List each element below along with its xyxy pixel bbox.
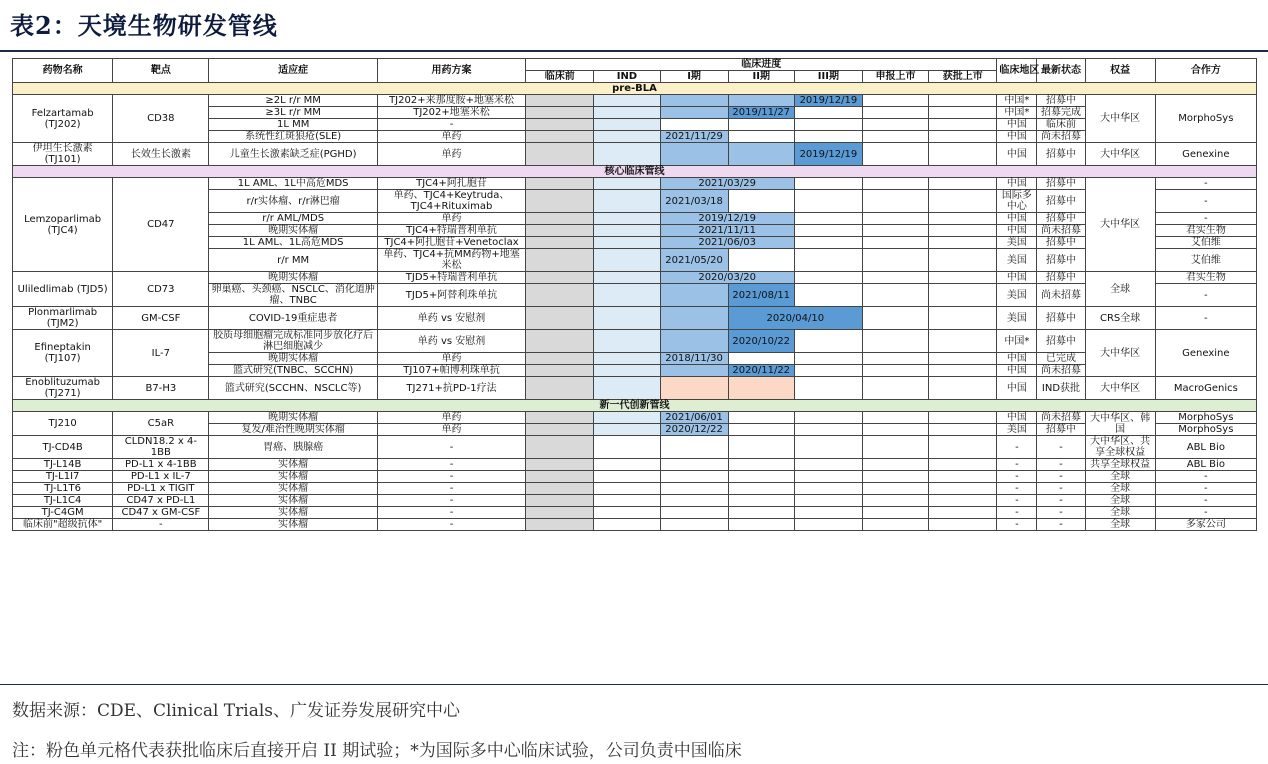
- indication: 胃癌、胰腺癌: [209, 436, 377, 459]
- partner: 君实生物: [1155, 225, 1256, 237]
- title-divider: [0, 50, 1268, 52]
- regimen: 单药 vs 安慰剂: [377, 330, 525, 353]
- indication: 实体瘤: [209, 495, 377, 507]
- regimen: -: [377, 471, 525, 483]
- drug-target: PD-L1 x TIGIT: [113, 483, 209, 495]
- regimen: 单药、TJC4+抗MM药物+地塞米松: [377, 249, 525, 272]
- header-indication: 适应症: [209, 59, 377, 83]
- drug-name: Felzartamab (TJ202): [13, 95, 113, 143]
- region: -: [997, 436, 1037, 459]
- region: 中国*: [997, 330, 1037, 353]
- rights: 全球: [1085, 507, 1155, 519]
- region: 中国: [997, 119, 1037, 131]
- drug-target: C5aR: [113, 412, 209, 436]
- indication: 实体瘤: [209, 519, 377, 531]
- indication: COVID-19重症患者: [209, 307, 377, 330]
- stage-date: 2021/11/11: [660, 225, 794, 237]
- stage-date: 2021/08/11: [728, 284, 794, 307]
- rights: 大中华区: [1085, 377, 1155, 400]
- regimen: TJC4+阿扎胞苷: [377, 178, 525, 190]
- indication: 晚期实体瘤: [209, 272, 377, 284]
- drug-name: Efineptakin (TJ107): [13, 330, 113, 377]
- indication: r/r MM: [209, 249, 377, 272]
- rights: 全球: [1085, 483, 1155, 495]
- partner: -: [1155, 483, 1256, 495]
- rights: 全球: [1085, 272, 1155, 307]
- partner: -: [1155, 495, 1256, 507]
- footnote: 注：粉色单元格代表获批临床后直接开启 II 期试验；*为国际多中心临床试验，公司负责中国临床: [12, 741, 742, 761]
- stage-date: 2021/03/18: [660, 190, 728, 213]
- status: 招募中: [1037, 272, 1085, 284]
- drug-target: CD47: [113, 178, 209, 272]
- indication: 卵巢癌、头颈癌、NSCLC、消化道肿瘤、TNBC: [209, 284, 377, 307]
- data-source: 数据来源：CDE、Clinical Trials、广发证券发展研究中心: [12, 701, 461, 721]
- rights: 大中华区: [1085, 95, 1155, 143]
- partner: -: [1155, 471, 1256, 483]
- regimen: 单药: [377, 424, 525, 436]
- partner: MorphoSys: [1155, 424, 1256, 436]
- status: 招募中: [1037, 190, 1085, 213]
- region: 中国: [997, 377, 1037, 400]
- partner: Genexine: [1155, 143, 1256, 166]
- regimen: -: [377, 507, 525, 519]
- stage-date: 2021/03/29: [660, 178, 794, 190]
- region: -: [997, 459, 1037, 471]
- partner: ABL Bio: [1155, 436, 1256, 459]
- header-partner: 合作方: [1155, 59, 1256, 83]
- rights: 大中华区: [1085, 330, 1155, 377]
- status: 尚未招募: [1037, 284, 1085, 307]
- drug-name: TJ-L14B: [13, 459, 113, 471]
- drug-target: CD73: [113, 272, 209, 307]
- status: 已完成: [1037, 353, 1085, 365]
- drug-target: CD47 x GM-CSF: [113, 507, 209, 519]
- regimen: TJ202+来那度胺+地塞米松: [377, 95, 525, 107]
- regimen: TJD5+特瑞普利单抗: [377, 272, 525, 284]
- rights: 大中华区、韩国: [1085, 412, 1155, 436]
- partner: 君实生物: [1155, 272, 1256, 284]
- stage-date: 2019/12/19: [794, 95, 862, 107]
- region: 中国: [997, 353, 1037, 365]
- status: 临床前: [1037, 119, 1085, 131]
- indication: 晚期实体瘤: [209, 225, 377, 237]
- indication: 系统性红斑狼疮(SLE): [209, 131, 377, 143]
- region: -: [997, 483, 1037, 495]
- partner: MacroGenics: [1155, 377, 1256, 400]
- partner: -: [1155, 190, 1256, 213]
- section-core: 核心临床管线: [13, 166, 1257, 178]
- drug-name: TJ-L1I7: [13, 471, 113, 483]
- region: 中国: [997, 213, 1037, 225]
- rights: 全球: [1085, 495, 1155, 507]
- stage-preclinical: 临床前: [526, 71, 594, 83]
- drug-name: 伊坦生长激素 (TJ101): [13, 143, 113, 166]
- status: 招募中: [1037, 249, 1085, 272]
- stage-date: 2019/12/19: [794, 143, 862, 166]
- status: IND获批: [1037, 377, 1085, 400]
- regimen: -: [377, 436, 525, 459]
- regimen: 单药: [377, 353, 525, 365]
- rights: 大中华区、共享全球权益: [1085, 436, 1155, 459]
- partner: 多家公司: [1155, 519, 1256, 531]
- stage-date: 2020/11/22: [728, 365, 794, 377]
- region: 中国: [997, 178, 1037, 190]
- stage-date: 2020/10/22: [728, 330, 794, 353]
- indication: r/r AML/MDS: [209, 213, 377, 225]
- header-rights: 权益: [1085, 59, 1155, 83]
- status: -: [1037, 459, 1085, 471]
- drug-target: CLDN18.2 x 4-1BB: [113, 436, 209, 459]
- stage-approved: 获批上市: [929, 71, 997, 83]
- indication: 胶质母细胞瘤完成标准同步放化疗后淋巴细胞减少: [209, 330, 377, 353]
- drug-name: Plonmarlimab (TJM2): [13, 307, 113, 330]
- status: 招募中: [1037, 424, 1085, 436]
- header-region: 临床地区: [997, 59, 1037, 83]
- region: -: [997, 519, 1037, 531]
- rights: 共享全球权益: [1085, 459, 1155, 471]
- regimen: TJ202+地塞米松: [377, 107, 525, 119]
- status: 尚未招募: [1037, 365, 1085, 377]
- status: -: [1037, 495, 1085, 507]
- drug-name: 临床前"超级抗体": [13, 519, 113, 531]
- regimen: TJC4+阿扎胞苷+Venetoclax: [377, 237, 525, 249]
- status: 招募中: [1037, 213, 1085, 225]
- drug-target: -: [113, 519, 209, 531]
- region: 美国: [997, 307, 1037, 330]
- regimen: 单药、TJC4+Keytruda、TJC4+Rituximab: [377, 190, 525, 213]
- status: 尚未招募: [1037, 225, 1085, 237]
- status: -: [1037, 483, 1085, 495]
- partner: -: [1155, 284, 1256, 307]
- status: -: [1037, 507, 1085, 519]
- stage-date: 2021/06/01: [660, 412, 728, 424]
- partner: ABL Bio: [1155, 459, 1256, 471]
- stage-filing: 申报上市: [862, 71, 928, 83]
- drug-target: GM-CSF: [113, 307, 209, 330]
- header-status: 最新状态: [1037, 59, 1085, 83]
- stage-date: 2020/12/22: [660, 424, 728, 436]
- stage-date: 2019/12/19: [660, 213, 794, 225]
- indication: 篮式研究(TNBC、SCCHN): [209, 365, 377, 377]
- region: 中国: [997, 131, 1037, 143]
- drug-name: Enoblituzumab (TJ271): [13, 377, 113, 400]
- stage-date: 2020/04/10: [728, 307, 862, 330]
- stage-date: 2019/11/27: [728, 107, 794, 119]
- region: 中国: [997, 365, 1037, 377]
- section-next-gen: 新一代创新管线: [13, 400, 1257, 412]
- region: 中国: [997, 412, 1037, 424]
- partner: -: [1155, 507, 1256, 519]
- status: 招募中: [1037, 95, 1085, 107]
- page-title: 表2：天境生物研发管线: [10, 11, 278, 40]
- rights: 大中华区: [1085, 178, 1155, 272]
- regimen: TJD5+阿替利珠单抗: [377, 284, 525, 307]
- indication: 晚期实体瘤: [209, 412, 377, 424]
- region: 中国: [997, 143, 1037, 166]
- indication: 实体瘤: [209, 459, 377, 471]
- region: 美国: [997, 424, 1037, 436]
- regimen: TJ271+抗PD-1疗法: [377, 377, 525, 400]
- rights: CRS全球: [1085, 307, 1155, 330]
- status: -: [1037, 519, 1085, 531]
- drug-target: CD38: [113, 95, 209, 143]
- regimen: TJ107+帕博利珠单抗: [377, 365, 525, 377]
- region: 美国: [997, 249, 1037, 272]
- drug-target: PD-L1 x IL-7: [113, 471, 209, 483]
- regimen: 单药: [377, 213, 525, 225]
- region: -: [997, 507, 1037, 519]
- indication: 实体瘤: [209, 483, 377, 495]
- status: -: [1037, 471, 1085, 483]
- partner: MorphoSys: [1155, 412, 1256, 424]
- region: 美国: [997, 284, 1037, 307]
- drug-target: B7-H3: [113, 377, 209, 400]
- drug-name: TJ210: [13, 412, 113, 436]
- indication: 儿童生长激素缺乏症(PGHD): [209, 143, 377, 166]
- region: -: [997, 471, 1037, 483]
- footer-divider: [0, 684, 1268, 685]
- regimen: 单药: [377, 143, 525, 166]
- status: 招募中: [1037, 178, 1085, 190]
- drug-target: IL-7: [113, 330, 209, 377]
- stage-date: 2020/03/20: [660, 272, 794, 284]
- indication: 篮式研究(SCCHN、NSCLC等): [209, 377, 377, 400]
- drug-name: Uliledlimab (TJD5): [13, 272, 113, 307]
- region: 中国*: [997, 95, 1037, 107]
- partner: MorphoSys: [1155, 95, 1256, 143]
- rights: 大中华区: [1085, 143, 1155, 166]
- regimen: -: [377, 495, 525, 507]
- rights: 全球: [1085, 471, 1155, 483]
- header-regimen: 用药方案: [377, 59, 525, 83]
- status: 招募完成: [1037, 107, 1085, 119]
- region: 中国: [997, 225, 1037, 237]
- regimen: -: [377, 119, 525, 131]
- status: 尚未招募: [1037, 131, 1085, 143]
- stage-phase2: II期: [728, 71, 794, 83]
- partner: -: [1155, 307, 1256, 330]
- indication: 复发/难治性晚期实体瘤: [209, 424, 377, 436]
- section-pre-bla: pre-BLA: [13, 83, 1257, 95]
- status: 尚未招募: [1037, 412, 1085, 424]
- drug-name: TJ-L1C4: [13, 495, 113, 507]
- stage-date: 2021/11/29: [660, 131, 728, 143]
- regimen: -: [377, 519, 525, 531]
- region: 中国*: [997, 107, 1037, 119]
- stage-date: 2021/06/03: [660, 237, 794, 249]
- drug-name: TJ-CD4B: [13, 436, 113, 459]
- regimen: TJC4+特瑞普利单抗: [377, 225, 525, 237]
- stage-date: 2018/11/30: [660, 353, 728, 365]
- region: 国际多中心: [997, 190, 1037, 213]
- status: 招募中: [1037, 307, 1085, 330]
- region: 中国: [997, 272, 1037, 284]
- stage-phase3: III期: [794, 71, 862, 83]
- indication: r/r实体瘤、r/r淋巴瘤: [209, 190, 377, 213]
- header-drug: 药物名称: [13, 59, 113, 83]
- indication: 1L AML、1L高危MDS: [209, 237, 377, 249]
- stage-phase1: I期: [660, 71, 728, 83]
- indication: 1L MM: [209, 119, 377, 131]
- drug-target: CD47 x PD-L1: [113, 495, 209, 507]
- drug-name: TJ-C4GM: [13, 507, 113, 519]
- pipeline-table: [12, 58, 1257, 531]
- indication: 1L AML、1L中高危MDS: [209, 178, 377, 190]
- status: 招募中: [1037, 330, 1085, 353]
- partner: -: [1155, 178, 1256, 190]
- drug-target: PD-L1 x 4-1BB: [113, 459, 209, 471]
- status: 招募中: [1037, 237, 1085, 249]
- status: -: [1037, 436, 1085, 459]
- indication: 实体瘤: [209, 507, 377, 519]
- indication: 晚期实体瘤: [209, 353, 377, 365]
- regimen: 单药: [377, 131, 525, 143]
- drug-target: 长效生长激素: [113, 143, 209, 166]
- partner: Genexine: [1155, 330, 1256, 377]
- rights: 全球: [1085, 519, 1155, 531]
- indication: ≥2L r/r MM: [209, 95, 377, 107]
- partner: 艾伯维: [1155, 249, 1256, 272]
- drug-name: Lemzoparlimab (TJC4): [13, 178, 113, 272]
- regimen: -: [377, 459, 525, 471]
- stage-ind: IND: [594, 71, 660, 83]
- region: 美国: [997, 237, 1037, 249]
- status: 招募中: [1037, 143, 1085, 166]
- region: -: [997, 495, 1037, 507]
- header-target: 靶点: [113, 59, 209, 83]
- regimen: 单药 vs 安慰剂: [377, 307, 525, 330]
- regimen: -: [377, 483, 525, 495]
- stage-date: 2021/05/20: [660, 249, 728, 272]
- drug-name: TJ-L1T6: [13, 483, 113, 495]
- header-progress: 临床进度: [526, 59, 997, 71]
- indication: 实体瘤: [209, 471, 377, 483]
- indication: ≥3L r/r MM: [209, 107, 377, 119]
- regimen: 单药: [377, 412, 525, 424]
- partner: 艾伯维: [1155, 237, 1256, 249]
- partner: -: [1155, 213, 1256, 225]
